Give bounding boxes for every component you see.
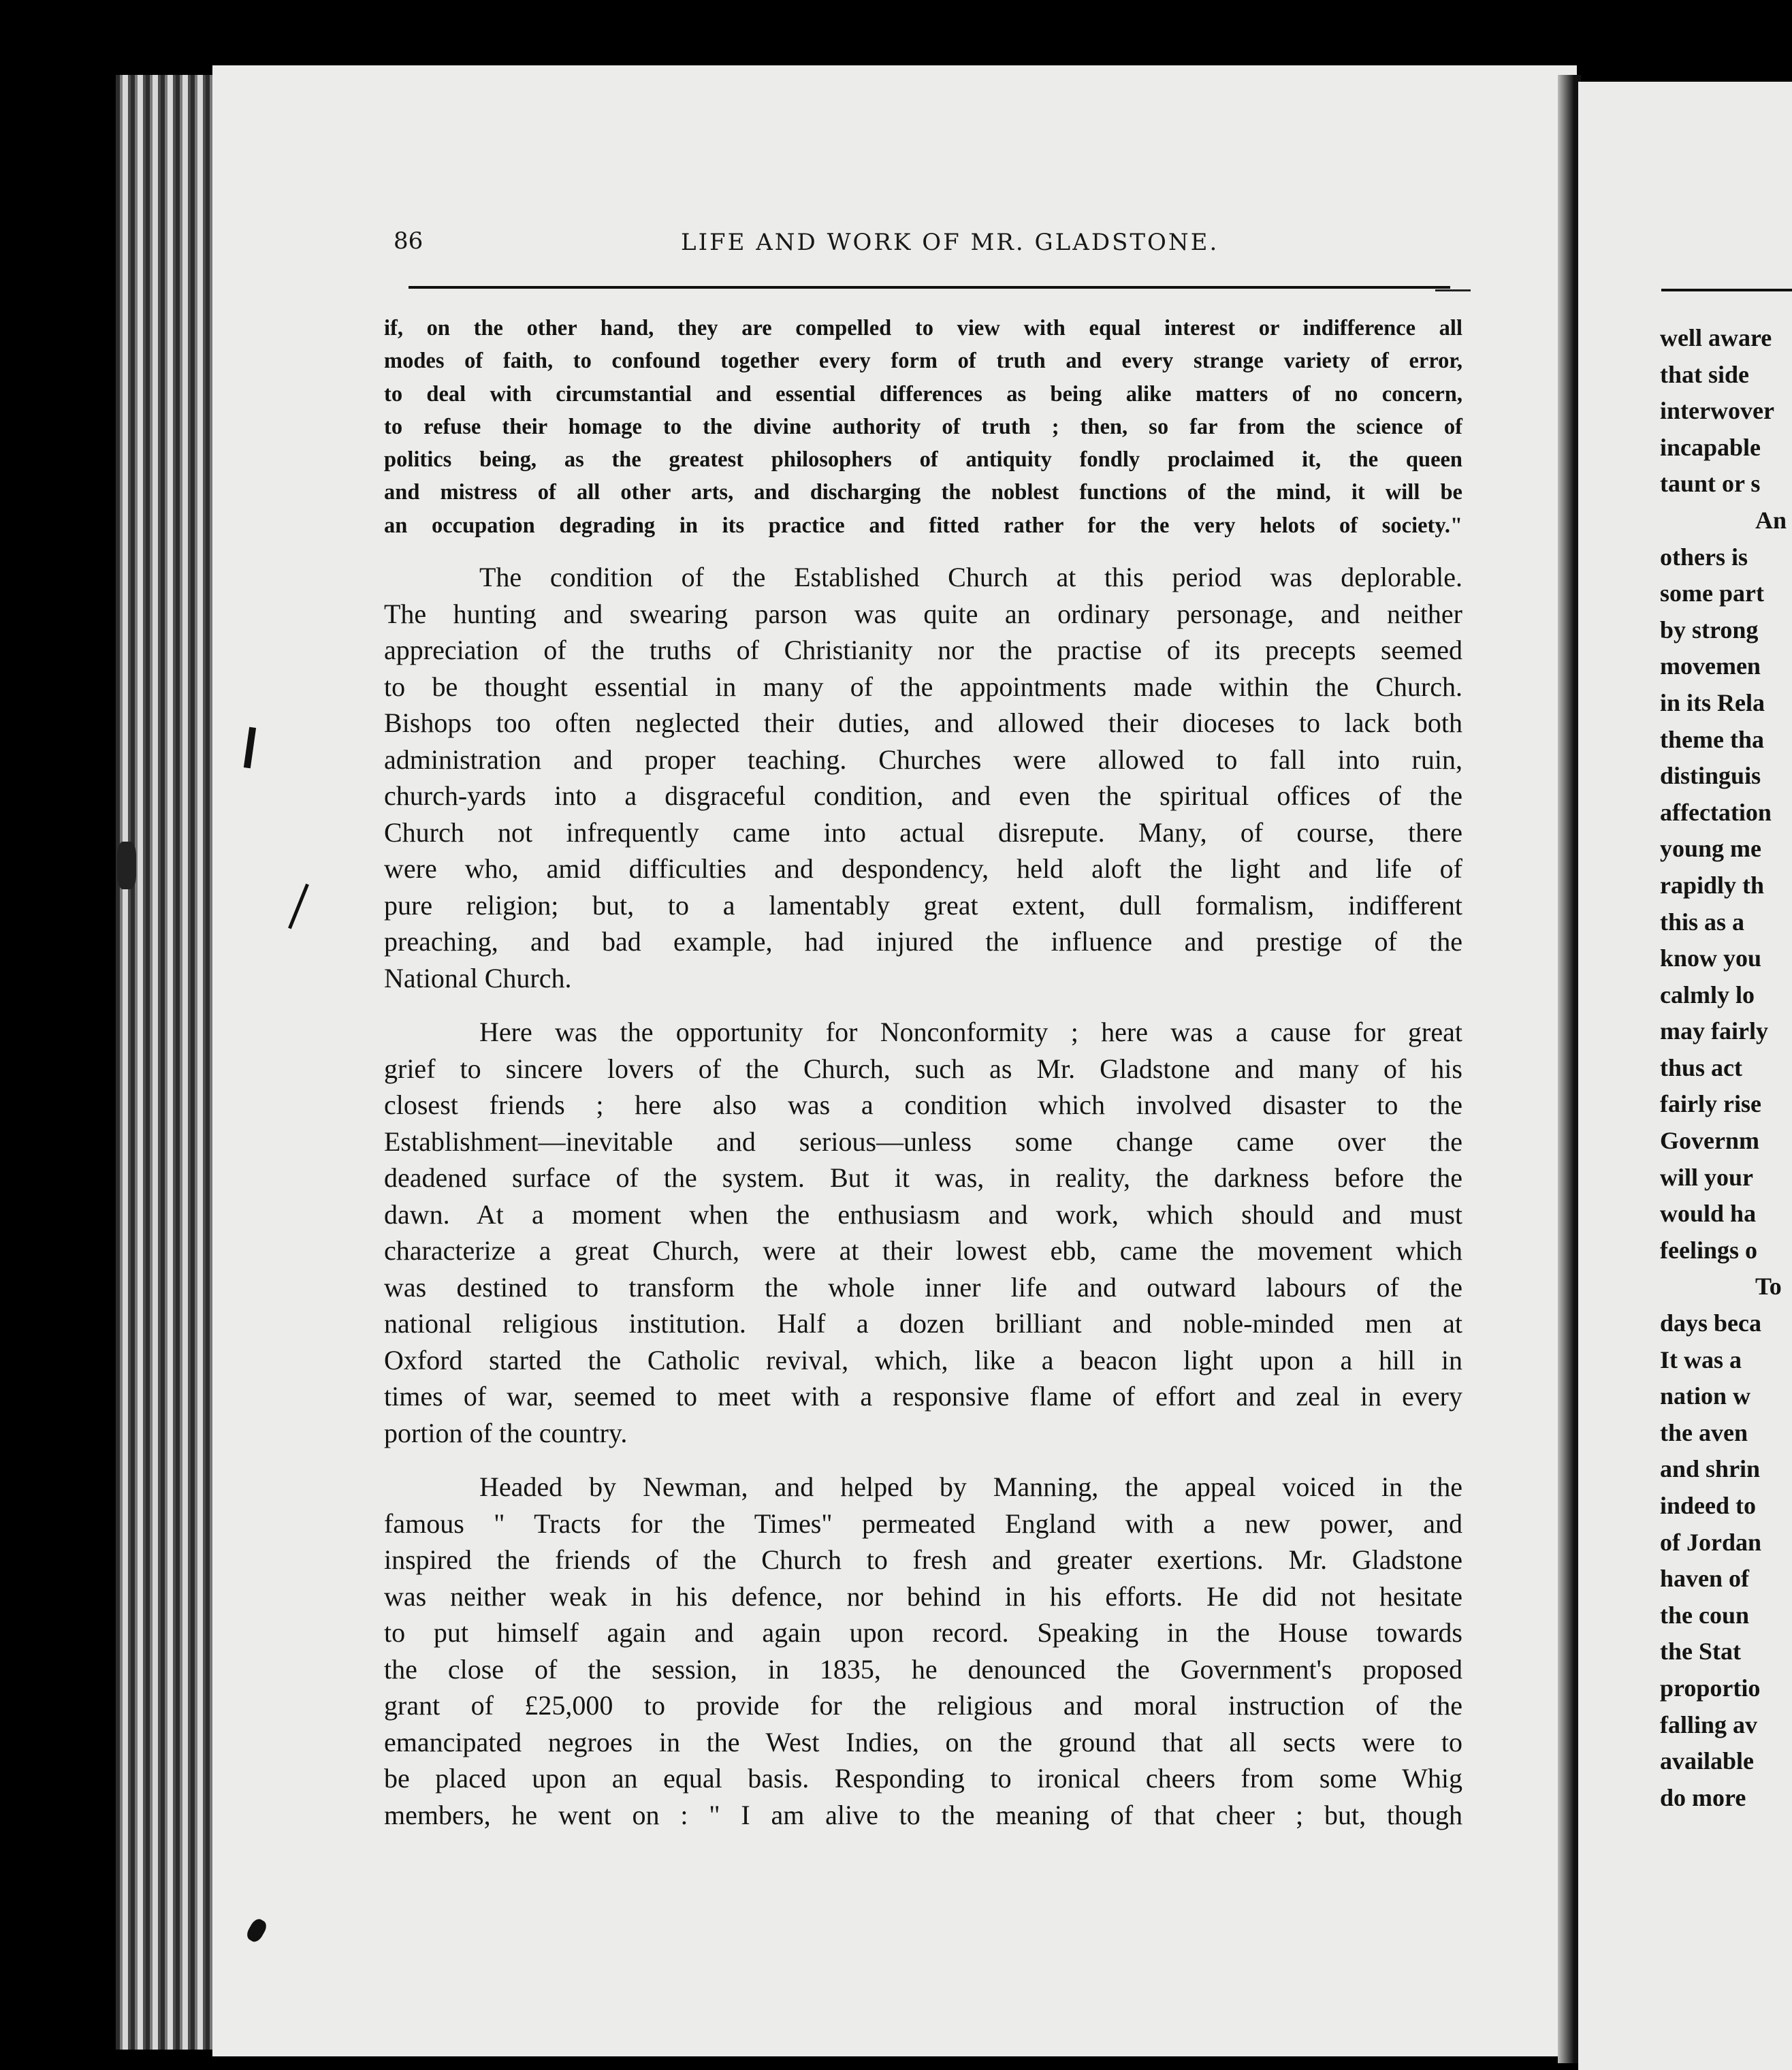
text-line: grief to sincere lovers of the Church, such as Mr. Gladstone and many of his [384,1053,1462,1084]
right-page-line-fragment: proportio [1660,1674,1761,1702]
text-line: was destined to transform the whole inner life and outward labours of the [384,1271,1462,1303]
right-page-line-fragment: know you [1660,944,1762,972]
right-page-line-fragment: well aware [1660,324,1772,351]
running-head: LIFE AND WORK OF MR. GLADSTONE. [681,229,1219,256]
text-line: to refuse their homage to the divine authority of truth ; then, so far from the science of [384,414,1462,439]
text-line: members, he went on : " I am alive to the meaning of that cheer ; but, though [384,1799,1462,1830]
right-page-line-fragment: theme tha [1660,725,1764,753]
right-page-line-fragment: the Stat [1660,1638,1741,1666]
text-line: appreciation of the truths of Christianity nor the practise of its precepts seemed [384,635,1462,666]
right-page-line-fragment: To [1755,1273,1782,1301]
paragraph-established-church [384,559,1462,996]
book-gutter [1558,75,1581,2063]
right-page-line-fragment: incapable [1660,433,1761,461]
text-line: Here was the opportunity for Nonconformity ; here was a cause for great [479,1017,1462,1048]
right-page-line-fragment: haven of [1660,1565,1750,1593]
text-line: Church not infrequently came into actual disrepute. Many, of course, there [384,816,1462,848]
right-page-line-fragment: this as a [1660,908,1745,936]
text-line: be placed upon an equal basis. Responding to ironical cheers from some Whig [384,1763,1462,1794]
text-line: Bishops too often neglected their duties, and allowed their dioceses to lack both [384,707,1462,739]
text-line: the close of the session, in 1835, he denounced the Government's proposed [384,1653,1462,1685]
text-line: to be thought essential in many of the appointments made within the Church. [384,671,1462,702]
text-line: administration and proper teaching. Churches were allowed to fall into ruin, [384,744,1462,775]
header-rule [409,286,1450,289]
text-line: emancipated negroes in the West Indies, on the ground that all sects were to [384,1726,1462,1757]
right-page-body [1660,320,1792,1816]
right-page-line-fragment: some part [1660,579,1764,607]
right-page-line-fragment: indeed to [1660,1492,1757,1519]
text-line: Establishment—inevitable and serious—unless some change came over the [384,1126,1462,1157]
right-page-line-fragment: rapidly th [1660,871,1765,899]
page-number: 86 [394,227,423,255]
text-line: modes of faith, to confound together every form of truth and every strange variety of error, [384,349,1462,374]
right-header-rule [1661,289,1792,291]
text-line: politics being, as the greatest philosophers of antiquity fondly proclaimed it, the queen [384,447,1462,473]
right-page-line-fragment: would ha [1660,1200,1757,1228]
right-page-line-fragment: will your [1660,1163,1754,1191]
text-line: characterize a great Church, were at their lowest ebb, came the movement which [384,1235,1462,1267]
text-line: national religious institution. Half a dozen brilliant and noble-minded men at [384,1308,1462,1339]
page-header [0,227,1792,268]
right-page-line-fragment: falling av [1660,1710,1758,1738]
right-page-line-fragment: the coun [1660,1601,1750,1629]
text-line: grant of £25,000 to provide for the religious and moral instruction of the [384,1690,1462,1721]
header-rule-tail [1435,289,1471,291]
text-line: National Church. [384,962,572,993]
right-page-line-fragment: by strong [1660,616,1759,643]
text-line: closest friends ; here also was a condition which involved disaster to the [384,1089,1462,1121]
right-page-line-fragment: may fairly [1660,1017,1768,1045]
text-line: were who, amid difficulties and despondency, held aloft the light and life of [384,853,1462,885]
text-line: preaching, and bad example, had injured the influence and prestige of the [384,926,1462,957]
text-line: church-yards into a disgraceful condition, and even the spiritual offices of the [384,780,1462,812]
right-page-line-fragment: do more [1660,1783,1746,1811]
right-page-line-fragment: affectation [1660,798,1772,826]
paragraph-tracts-for-the-times [384,1469,1462,1833]
text-line: deadened surface of the system. But it was, in reality, the darkness before the [384,1162,1462,1194]
right-page-line-fragment: others is [1660,543,1748,571]
text-line: times of war, seemed to meet with a responsive flame of effort and zeal in every [384,1381,1462,1412]
text-line: famous " Tracts for the Times" permeated England with a new power, and [384,1508,1462,1539]
right-page-line-fragment: fairly rise [1660,1090,1761,1118]
paragraph-nonconformity [384,1014,1462,1451]
left-page-body [384,312,1462,1833]
right-page-line-fragment: the aven [1660,1418,1748,1446]
text-line: Headed by Newman, and helped by Manning, the appeal voiced in the [479,1471,1462,1503]
text-line: The condition of the Established Church at this period was deplorable. [479,562,1462,593]
right-page-line-fragment: An [1755,506,1787,534]
page-edges [116,75,218,2050]
right-page-line-fragment: that side [1660,360,1750,388]
right-page-line-fragment: interwover [1660,397,1774,425]
text-line: if, on the other hand, they are compelled to view with equal interest or indifference all [384,316,1462,340]
right-page-line-fragment: days beca [1660,1309,1762,1337]
text-line: to put himself again and again upon record. Speaking in the House towards [384,1617,1462,1649]
text-line: portion of the country. [384,1417,628,1448]
right-page-line-fragment: distinguis [1660,762,1761,790]
text-line: dawn. At a moment when the enthusiasm and work, which should and must [384,1198,1462,1230]
right-page-line-fragment: feelings o [1660,1236,1757,1264]
right-page-line-fragment: Governm [1660,1127,1759,1155]
right-page-line-fragment: It was a [1660,1346,1742,1373]
text-line: The hunting and swearing parson was quite an ordinary personage, and neither [384,598,1462,629]
right-page-line-fragment: of Jordan [1660,1528,1762,1556]
text-line: was neither weak in his defence, nor behind in his efforts. He did not hesitate [384,1580,1462,1612]
text-line: inspired the friends of the Church to fresh and greater exertions. Mr. Gladstone [384,1544,1462,1576]
right-page-line-fragment: available [1660,1747,1755,1775]
right-page-line-fragment: thus act [1660,1053,1743,1081]
right-page-line-fragment: young me [1660,835,1762,863]
block-quote [384,312,1462,542]
right-page-line-fragment: nation w [1660,1382,1751,1410]
right-page-line-fragment: movemen [1660,652,1761,680]
right-page-line-fragment: and shrin [1660,1455,1761,1483]
text-line: to deal with circumstantial and essential differences as being alike matters of no concern, [384,381,1462,407]
text-line: and mistress of all other arts, and discharging the noblest functions of the mind, it will be [384,480,1462,505]
text-line: pure religion; but, to a lamentably great extent, dull formalism, indifferent [384,889,1462,921]
text-line: an occupation degrading in its practice and fitted rather for the very helots of society." [384,513,1462,538]
right-page-line-fragment: in its Rela [1660,688,1765,716]
text-line: Oxford started the Catholic revival, which, like a beacon light upon a hill in [384,1344,1462,1375]
right-page-line-fragment: taunt or s [1660,470,1761,498]
right-page-line-fragment: calmly lo [1660,981,1755,1008]
margin-mark [117,842,136,889]
